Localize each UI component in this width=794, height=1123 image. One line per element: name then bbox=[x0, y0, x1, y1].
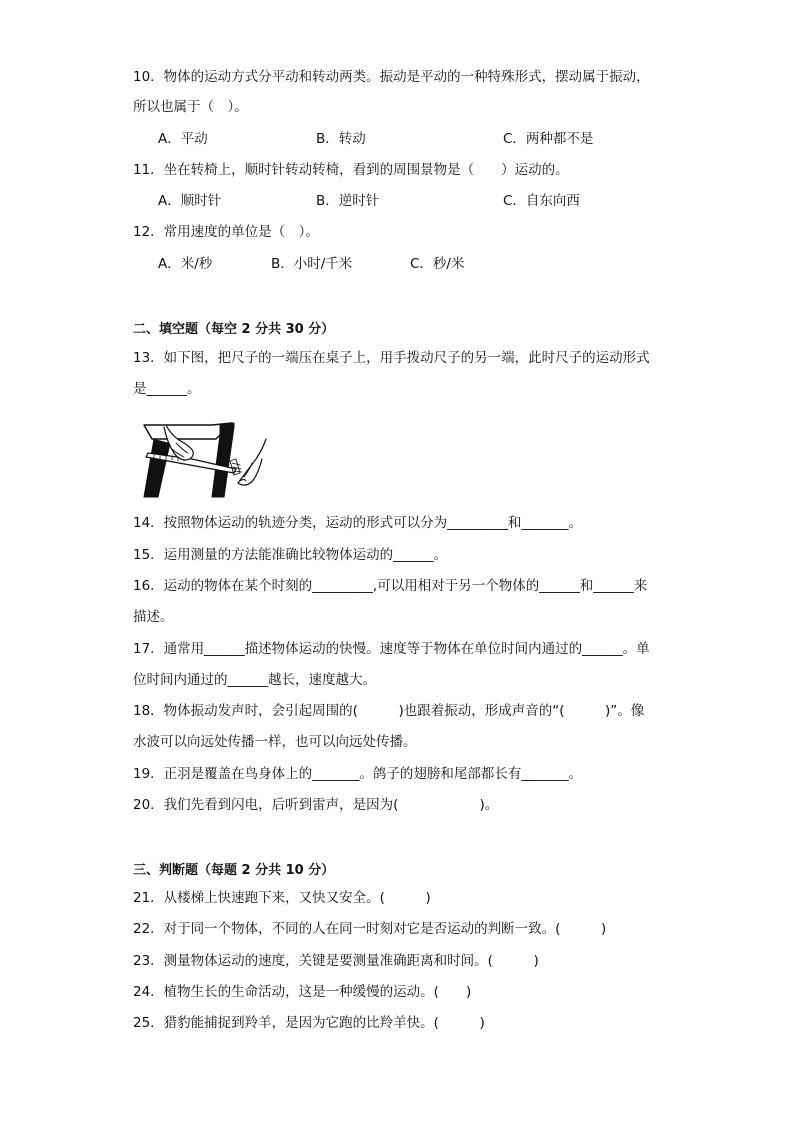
q16-line1: 16．运动的物体在某个时刻的_________,可以用相对于另一个物体的______和______来 bbox=[133, 578, 648, 594]
q13-line2: 是______。 bbox=[133, 381, 201, 397]
q11-line1: 11．坐在转椅上，顺时针转动转椅，看到的周围景物是（ ）运动的。 bbox=[133, 162, 569, 178]
q12-option-a: A．米/秒 bbox=[158, 256, 213, 272]
q22: 22．对于同一个物体，不同的人在同一时刻对它是否运动的判断一致。( ) bbox=[133, 921, 607, 937]
ruler-on-desk-illustration bbox=[140, 413, 268, 501]
section2-title: 二、填空题（每空 2 分共 30 分） bbox=[133, 322, 335, 337]
q17-line1: 17．通常用______描述物体运动的快慢。速度等于物体在单位时间内通过的______。单 bbox=[133, 641, 650, 657]
q19: 19．正羽是覆盖在鸟身体上的_______。鸽子的翅膀和尾部都长有_______。 bbox=[133, 766, 583, 782]
q18-line1: 18．物体振动发声时，会引起周围的( )也跟着振动，形成声音的“( )”。像 bbox=[133, 703, 645, 719]
q24: 24．植物生长的生命活动，这是一种缓慢的运动。( ) bbox=[133, 984, 472, 1000]
q11-option-c: C．自东向西 bbox=[503, 193, 580, 209]
q13-line1: 13．如下图，把尺子的一端压在桌子上，用手拨动尺子的另一端，此时尺子的运动形式 bbox=[133, 350, 650, 366]
q25: 25．猎豹能捕捉到羚羊，是因为它跑的比羚羊快。( ) bbox=[133, 1015, 485, 1031]
q14: 14．按照物体运动的轨迹分类，运动的形式可以分为_________和_______。 bbox=[133, 515, 583, 531]
q12-line1: 12．常用速度的单位是（ ）。 bbox=[133, 224, 319, 240]
q17-line2: 位时间内通过的______越长，速度越大。 bbox=[133, 672, 376, 688]
section3-title: 三、判断题（每题 2 分共 10 分） bbox=[133, 863, 335, 878]
q12-option-b: B．小时/千米 bbox=[271, 256, 353, 272]
q10-option-a: A．平动 bbox=[158, 131, 208, 147]
q18-line2: 水波可以向远处传播一样，也可以向远处传播。 bbox=[133, 734, 417, 750]
q21: 21．从楼梯上快速跑下来，又快又安全。( ) bbox=[133, 890, 431, 906]
q15: 15．运用测量的方法能准确比较物体运动的______。 bbox=[133, 547, 448, 563]
q10-option-c: C．两种都不是 bbox=[503, 131, 594, 147]
q10-option-b: B．转动 bbox=[316, 131, 366, 147]
q23: 23．测量物体运动的速度，关键是要测量准确距离和时间。( ) bbox=[133, 953, 539, 969]
q10-line1: 10．物体的运动方式分平动和转动两类。振动是平动的一种特殊形式，摆动属于振动， bbox=[133, 69, 650, 85]
q10-line2: 所以也属于（ ）。 bbox=[133, 99, 248, 115]
q11-option-a: A．顺时针 bbox=[158, 193, 222, 209]
q20: 20．我们先看到闪电，后听到雷声，是因为( )。 bbox=[133, 797, 499, 813]
q12-option-c: C．秒/米 bbox=[410, 256, 465, 272]
q16-line2: 描述。 bbox=[133, 609, 174, 625]
q11-option-b: B．逆时针 bbox=[316, 193, 380, 209]
